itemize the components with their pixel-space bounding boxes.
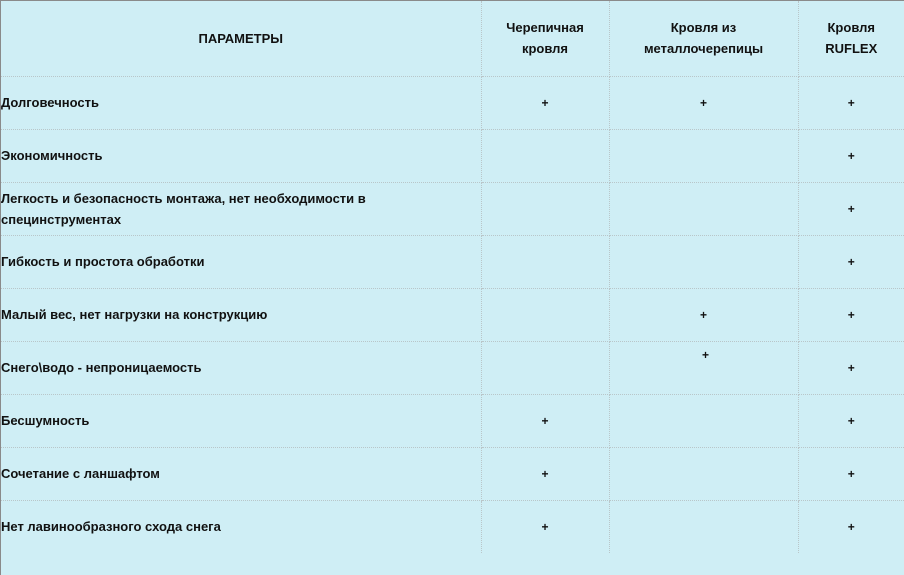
cell-ruflex: + — [798, 182, 904, 235]
cell-metal-tile — [609, 341, 798, 394]
cell-tile — [481, 235, 609, 288]
cell-metal-tile — [609, 394, 798, 447]
header-ruflex-roofing — [798, 1, 904, 76]
cell-tile: + — [481, 447, 609, 500]
cell-metal-tile — [609, 500, 798, 553]
row-label: Малый вес, нет нагрузки на конструкцию — [1, 288, 481, 341]
cell-tile: + — [481, 394, 609, 447]
header-tile-roofing-line2: кровля — [521, 41, 569, 57]
header-ruflex-line1: Кровля — [827, 20, 875, 36]
table-row — [1, 288, 904, 341]
row-label: Сочетание с ланшафтом — [1, 447, 481, 500]
cell-metal-tile — [609, 235, 798, 288]
table-row — [1, 447, 904, 500]
table-row — [1, 76, 904, 129]
cell-metal-tile-mark: + — [701, 347, 709, 362]
row-label: Легкость и безопасность монтажа, нет необходимости в специнструментах — [1, 182, 481, 235]
header-parameters: ПАРАМЕТРЫ — [1, 1, 481, 76]
header-metal-tile-line2: металлочерепицы — [643, 41, 764, 57]
cell-metal-tile — [609, 182, 798, 235]
row-label: Гибкость и простота обработки — [1, 235, 481, 288]
cell-ruflex: + — [798, 129, 904, 182]
cell-ruflex: + — [798, 447, 904, 500]
table-row — [1, 235, 904, 288]
row-label: Бесшумность — [1, 394, 481, 447]
header-tile-roofing-line1: Черепичная — [506, 20, 584, 36]
table-row — [1, 394, 904, 447]
cell-tile — [481, 182, 609, 235]
header-metal-tile-line1: Кровля из — [670, 20, 737, 36]
cell-tile — [481, 288, 609, 341]
header-metal-tile-roofing — [609, 1, 798, 76]
table-row — [1, 182, 904, 235]
cell-metal-tile — [609, 447, 798, 500]
row-label: Снего\водо - непроницаемость — [1, 341, 481, 394]
cell-tile — [481, 129, 609, 182]
table-row — [1, 129, 904, 182]
row-label: Экономичность — [1, 129, 481, 182]
row-label: Нет лавинообразного схода снега — [1, 500, 481, 553]
row-label: Долговечность — [1, 76, 481, 129]
header-ruflex-line2: RUFLEX — [825, 41, 878, 57]
cell-metal-tile: + — [609, 76, 798, 129]
cell-metal-tile — [609, 129, 798, 182]
cell-ruflex: + — [798, 394, 904, 447]
cell-tile: + — [481, 76, 609, 129]
cell-tile — [481, 341, 609, 394]
cell-tile: + — [481, 500, 609, 553]
header-row — [1, 1, 904, 76]
cell-metal-tile: + — [609, 288, 798, 341]
cell-ruflex: + — [847, 519, 855, 534]
table-row — [1, 341, 904, 394]
cell-ruflex: + — [798, 288, 904, 341]
cell-ruflex: + — [798, 235, 904, 288]
table-row — [1, 500, 904, 553]
header-tile-roofing — [481, 1, 609, 76]
roofing-comparison-table — [1, 1, 904, 553]
cell-ruflex: + — [798, 341, 904, 394]
cell-ruflex: + — [798, 76, 904, 129]
